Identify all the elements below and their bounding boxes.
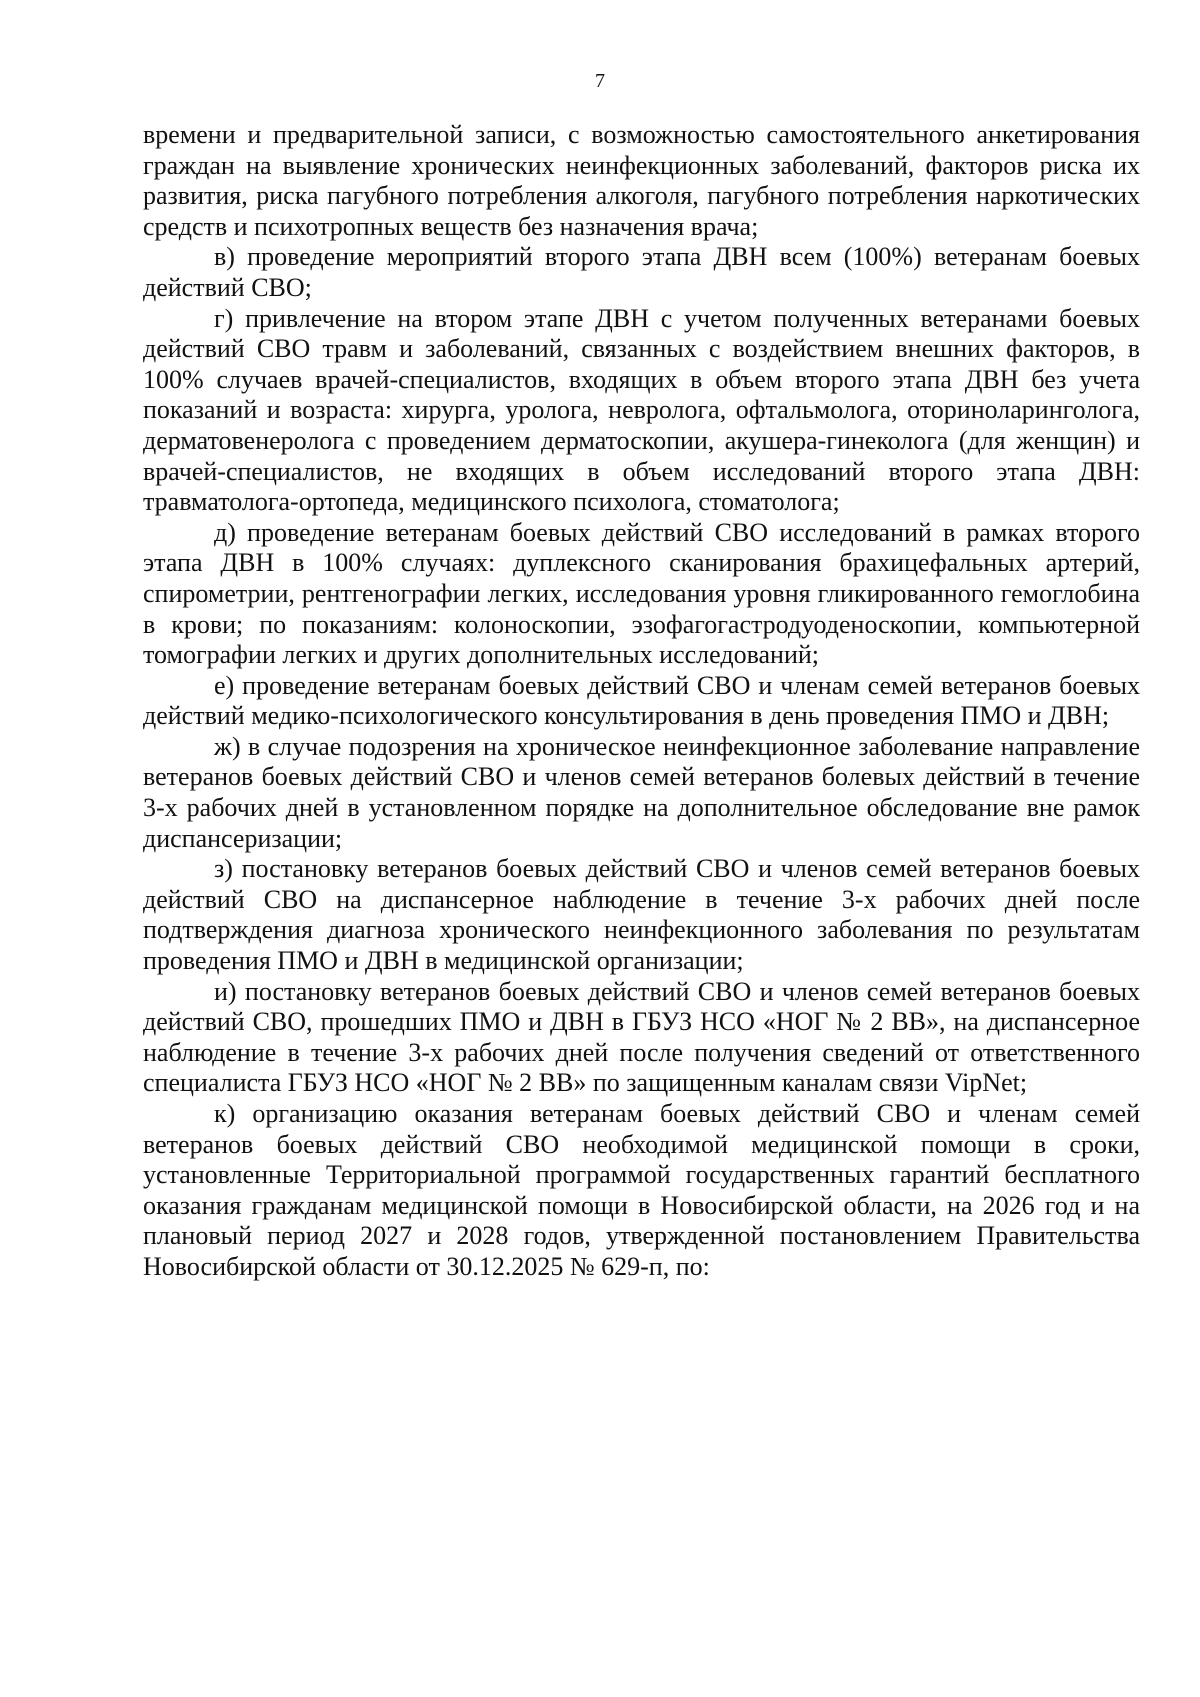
- list-item-marker: и): [214, 976, 237, 1006]
- list-item-text: организацию оказания ветеранам боевых действий СВО и членам семей ветеранов боевых действий СВО необходимой медицинской помощи в сроки, установленные Территориальной программой государственных гарантий бесплатного оказания гражданам медицинской помощи в Новосибирской области, на 2026 год и на плановый период 2027 и 2028 годов, утвержденной постановлением Правительства Новосибирской области от 30.12.2025 № 629-п, по:: [143, 1099, 1140, 1281]
- list-item-z: [143, 854, 1140, 976]
- paragraph-text: времени и предварительной записи, с возможностью самостоятельного анкетирования граждан на выявление хронических неинфекционных заболеваний, факторов риска их развития, риска пагубного потребления алкоголя, пагубного потребления наркотических средств и психотропных веществ без назначения врача;: [143, 120, 1140, 241]
- list-item-text: в случае подозрения на хроническое неинфекционное заболевание направление ветеранов боевых действий СВО и членов семей ветеранов болевых действий в течение 3-х рабочих дней в установленном порядке на дополнительное обследование вне рамок диспансеризации;: [143, 731, 1140, 853]
- list-item-text: привлечение на втором этапе ДВН с учетом полученных ветеранами боевых действий СВО травм и заболеваний, связанных с воздействием внешних факторов, в 100% случаев врачей-специалистов, входящих в объем второго этапа ДВН без учета показаний и возраста: хирурга, уролога, невролога, офтальмолога, оториноларинголога, дерматовенеролога с проведением дерматоскопии, акушера-гинеколога (для женщин) и врачей-специалистов, не входящих в объем исследований второго этапа ДВН: травматолога-ортопеда, медицинского психолога, стоматолога;: [143, 303, 1140, 517]
- list-item-marker: з): [214, 854, 233, 884]
- list-item-marker: в): [214, 242, 235, 272]
- list-item-text: проведение мероприятий второго этапа ДВН всем (100%) ветеранам боевых действий СВО;: [143, 242, 1140, 302]
- page-number: 7: [595, 70, 605, 92]
- list-item-marker: г): [214, 303, 234, 333]
- list-item-zh: [143, 732, 1140, 854]
- list-item-text: проведение ветеранам боевых действий СВО исследований в рамках второго этапа ДВН в 100% случаях: дуплексного сканирования брахицефальных артерий, спирометрии, рентгенографии легких, исследования уровня гликированного гемоглобина в крови; по показаниям: колоноскопии, эзофагогастродуоденоскопии, компьютерной томографии легких и других дополнительных исследований;: [143, 517, 1140, 670]
- list-item-k: [143, 1099, 1140, 1283]
- list-item-e: [143, 671, 1140, 732]
- list-item-d: [143, 518, 1140, 671]
- list-item-g: [143, 304, 1140, 518]
- list-item-text: постановку ветеранов боевых действий СВО и членов семей ветеранов боевых действий СВО, прошедших ПМО и ДВН в ГБУЗ НСО «НОГ № 2 ВВ», на диспансерное наблюдение в течение 3-х рабочих дней после получения сведений от ответственного специалиста ГБУЗ НСО «НОГ № 2 ВВ» по защищенным каналам связи VipNet;: [143, 976, 1140, 1098]
- document-body: [143, 120, 1140, 1283]
- list-item-marker: ж): [214, 731, 241, 761]
- list-item-marker: к): [214, 1099, 236, 1128]
- list-item-i: [143, 977, 1140, 1099]
- list-item-v: [143, 242, 1140, 303]
- list-item-marker: д): [214, 517, 236, 547]
- list-item-text: постановку ветеранов боевых действий СВО и членов семей ветеранов боевых действий СВО на диспансерное наблюдение в течение 3-х рабочих дней после подтверждения диагноза хронического неинфекционного заболевания по результатам проведения ПМО и ДВН в медицинской организации;: [143, 854, 1140, 976]
- list-item-marker: е): [214, 670, 235, 700]
- list-item-text: проведение ветеранам боевых действий СВО и членам семей ветеранов боевых действий медико-психологического консультирования в день проведения ПМО и ДВН;: [143, 670, 1141, 731]
- paragraph-continuation: [143, 120, 1140, 242]
